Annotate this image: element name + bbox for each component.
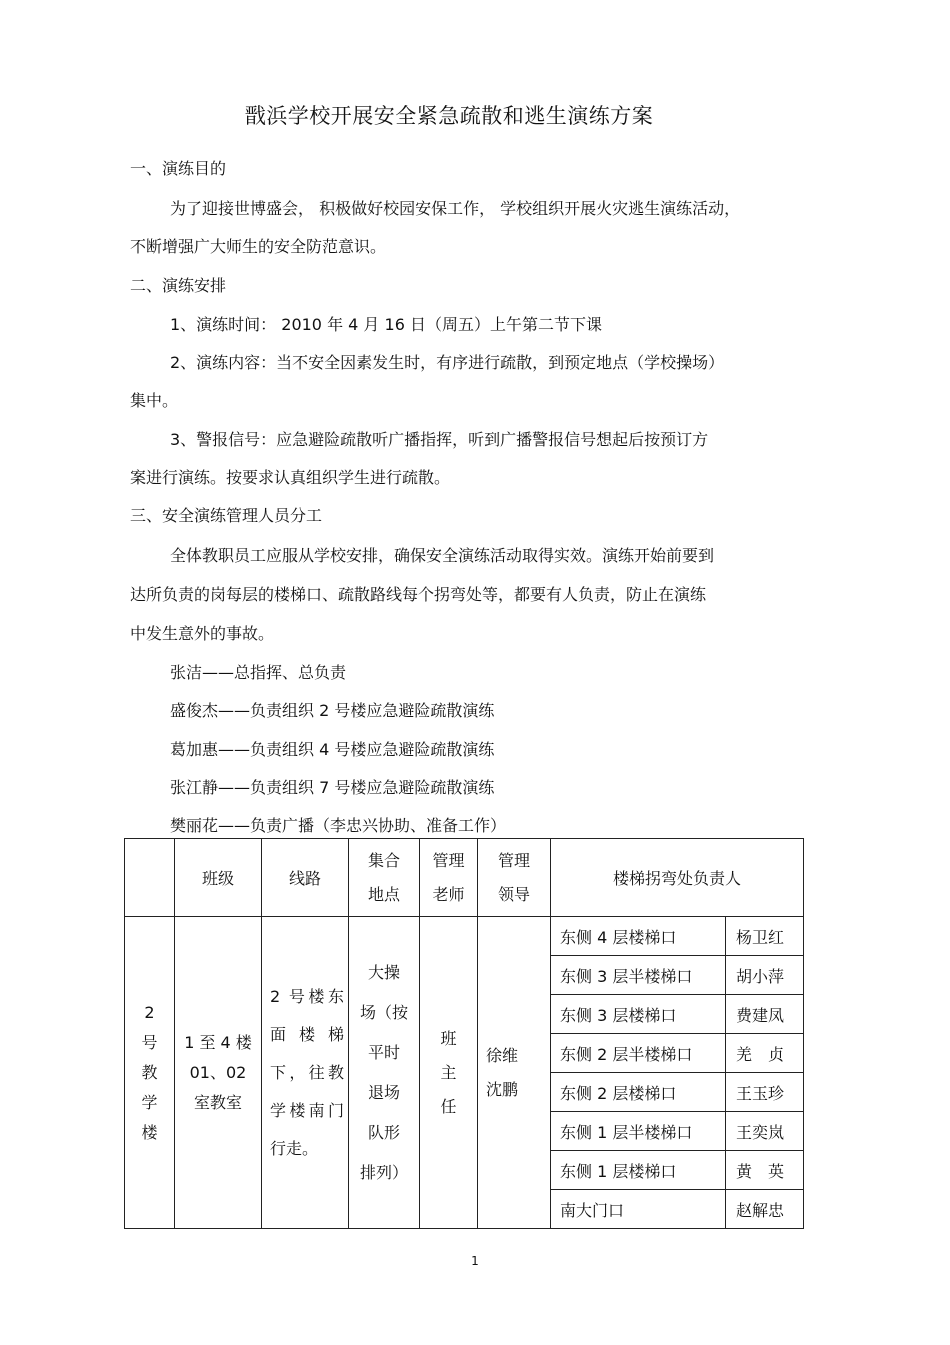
teacher-char: 班	[440, 1028, 457, 1048]
stair-location: 东侧 3 层楼梯口	[551, 995, 726, 1034]
duty-item: 樊丽花——负责广播（李忠兴协助、准备工作）	[170, 816, 507, 835]
arrangement-item-time: 1、演练时间： 2010 年 4 月 16 日（周五）上午第二节下课	[170, 315, 602, 334]
building-char: 号	[141, 1032, 158, 1052]
header-building	[125, 839, 175, 917]
teacher-char: 主	[440, 1062, 457, 1082]
gather-line: 排列）	[359, 1162, 408, 1182]
purpose-paragraph-line2: 不断增强广大师生的安全防范意识。	[130, 237, 387, 256]
arrangement-item-content-line1: 2、演练内容：当不安全因素发生时，有序进行疏散，到预定地点（学校操场）	[170, 353, 725, 372]
stair-person: 王奕岚	[726, 1112, 804, 1151]
building-char: 学	[141, 1092, 158, 1112]
teacher-char: 任	[440, 1096, 457, 1116]
leader-name: 沈鹏	[486, 1079, 519, 1099]
duty-item: 葛加惠——负责组织 4 号楼应急避险疏散演练	[170, 740, 495, 759]
header-teacher-line: 老师	[432, 884, 465, 904]
class-line: 1 至 4 楼	[184, 1032, 252, 1052]
gather-line: 场（按	[359, 1002, 408, 1022]
gather-cell	[349, 917, 420, 1229]
class-line: 室教室	[193, 1092, 242, 1112]
building-cell	[125, 917, 175, 1229]
duty-item: 盛俊杰——负责组织 2 号楼应急避险疏散演练	[170, 701, 495, 720]
staff-paragraph-line2: 达所负责的岗每层的楼梯口、疏散路线每个拐弯处等，都要有人负责，防止在演练	[130, 585, 707, 604]
section-heading-arrangement: 二、演练安排	[130, 276, 227, 295]
gather-line: 退场	[367, 1082, 400, 1102]
arrangement-item-content-line2: 集中。	[130, 391, 179, 410]
section-heading-staff: 三、安全演练管理人员分工	[130, 506, 323, 525]
gather-line: 平时	[367, 1042, 400, 1062]
teacher-cell	[420, 917, 478, 1229]
stair-location: 东侧 2 层半楼梯口	[551, 1034, 726, 1073]
leader-cell	[478, 917, 551, 1229]
stair-person: 王玉珍	[726, 1073, 804, 1112]
header-leader-line: 领导	[497, 884, 530, 904]
purpose-paragraph-line1: 为了迎接世博盛会， 积极做好校园安保工作， 学校组织开展火灾逃生演练活动，	[170, 199, 741, 218]
stair-location: 东侧 2 层楼梯口	[551, 1073, 726, 1112]
header-teacher	[420, 839, 478, 917]
stair-person: 杨卫红	[726, 917, 804, 956]
building-char: 楼	[141, 1122, 158, 1142]
document-title: 戬浜学校开展安全紧急疏散和逃生演练方案	[244, 104, 654, 128]
staff-paragraph-line3: 中发生意外的事故。	[130, 624, 275, 643]
class-line: 01、02	[189, 1062, 247, 1082]
stair-person: 羌 贞	[726, 1034, 804, 1073]
staff-paragraph-line1: 全体教职员工应服从学校安排，确保安全演练活动取得实效。演练开始前要到	[170, 546, 715, 565]
stair-person: 黄 英	[726, 1151, 804, 1190]
gather-line: 队形	[367, 1122, 400, 1142]
duty-item: 张洁——总指挥、总负责	[170, 663, 347, 682]
header-leader	[478, 839, 551, 917]
header-gather	[349, 839, 420, 917]
page-number: 1	[471, 1254, 479, 1268]
class-cell	[175, 917, 262, 1229]
header-stair-responsible: 楼梯拐弯处负责人	[551, 839, 804, 917]
header-gather-line: 地点	[367, 884, 400, 904]
leader-name: 徐维	[486, 1045, 519, 1065]
building-char: 教	[141, 1062, 158, 1082]
table-row	[125, 917, 804, 956]
route-cell: 2 号楼东面楼梯下，往教学楼南门行走。	[262, 917, 349, 1229]
arrangement-item-signal-line2: 案进行演练。按要求认真组织学生进行疏散。	[130, 468, 451, 487]
stair-location: 东侧 1 层楼梯口	[551, 1151, 726, 1190]
header-leader-line: 管理	[497, 851, 530, 871]
duty-item: 张江静——负责组织 7 号楼应急避险疏散演练	[170, 778, 495, 797]
section-heading-purpose: 一、演练目的	[130, 159, 227, 178]
stair-location: 东侧 1 层半楼梯口	[551, 1112, 726, 1151]
gather-line: 大操	[367, 962, 400, 982]
header-route: 线路	[262, 839, 349, 917]
header-class: 班级	[175, 839, 262, 917]
header-gather-line: 集合	[367, 851, 400, 871]
building-char: 2	[144, 1002, 155, 1022]
stair-person: 赵解忠	[726, 1190, 804, 1229]
header-teacher-line: 管理	[432, 851, 465, 871]
arrangement-item-signal-line1: 3、警报信号：应急避险疏散听广播指挥，听到广播警报信号想起后按预订方	[170, 430, 709, 449]
evacuation-staff-table	[124, 838, 804, 1229]
stair-location: 东侧 3 层半楼梯口	[551, 956, 726, 995]
stair-person: 费建凤	[726, 995, 804, 1034]
table-header-row	[125, 839, 804, 917]
stair-location: 东侧 4 层楼梯口	[551, 917, 726, 956]
stair-location: 南大门口	[551, 1190, 726, 1229]
stair-person: 胡小萍	[726, 956, 804, 995]
